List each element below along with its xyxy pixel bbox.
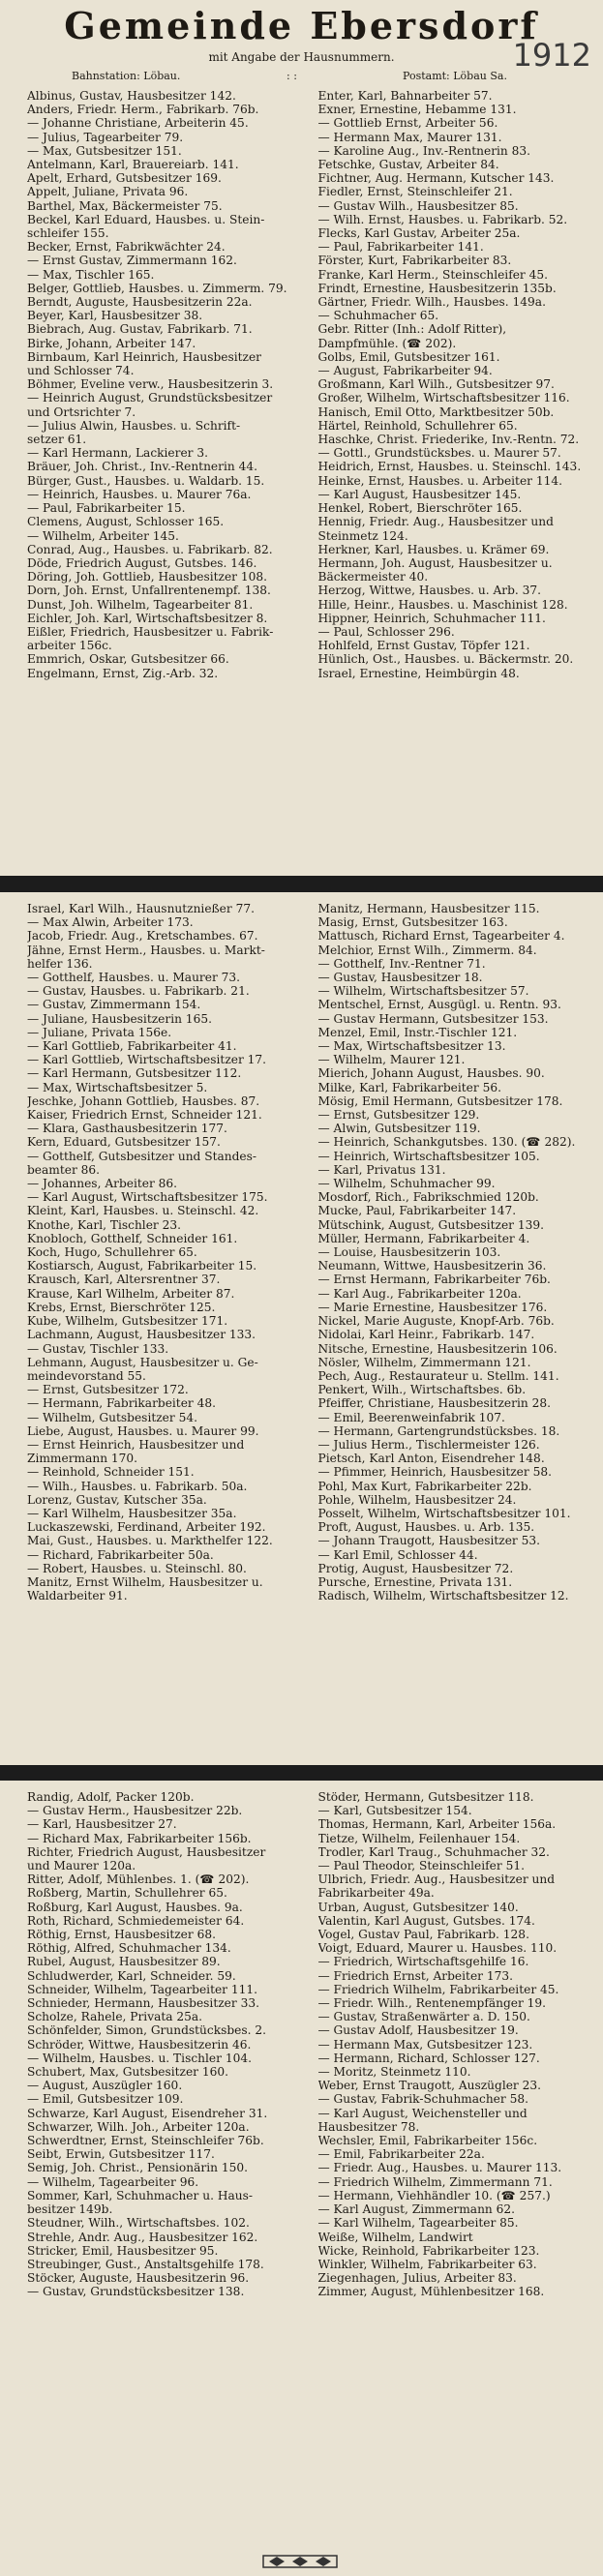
directory-entry: Mucke, Paul, Fabrikarbeiter 147.	[317, 1204, 517, 1218]
directory-entry: — Wilhelm, Gutsbesitzer 54.	[27, 1410, 197, 1424]
directory-entry: — Hermann Max, Gutsbesitzer 123.	[317, 2037, 533, 2052]
directory-entry: — Gustav, Straßenwärter a. D. 150.	[317, 2010, 530, 2024]
header-separator: : :	[286, 70, 297, 82]
directory-entry: Randig, Adolf, Packer 120b.	[27, 1790, 195, 1804]
right-column	[318, 902, 590, 1603]
directory-entry: — Emil, Fabrikarbeiter 22a.	[317, 2147, 485, 2162]
directory-entry: Manitz, Ernst Wilhelm, Hausbesitzer u.	[27, 1574, 263, 1589]
directory-entry: Posselt, Wilhelm, Wirtschaftsbesitzer 101.	[317, 1506, 571, 1520]
directory-entry: — Gustav, Grundstücksbesitzer 138.	[27, 2285, 245, 2299]
directory-entry: Rubel, August, Hausbesitzer 89.	[27, 1955, 221, 1969]
directory-entry: Zimmermann 170.	[27, 1452, 138, 1466]
directory-entry: — Moritz, Steinmetz 110.	[317, 2065, 471, 2080]
directory-entry: Bäckermeister 40.	[317, 570, 429, 584]
directory-entry: und Maurer 120a.	[27, 1859, 136, 1873]
directory-entry: Golbs, Emil, Gutsbesitzer 161.	[317, 349, 500, 364]
directory-entry: Nitsche, Ernestine, Hausbesitzerin 106.	[317, 1341, 558, 1356]
directory-entry: Jähne, Ernst Herm., Hausbes. u. Markt-	[27, 943, 265, 957]
directory-entry: Kostiarsch, August, Fabrikarbeiter 15.	[27, 1259, 257, 1273]
directory-entry: — Gustav, Fabrik-Schuhmacher 58.	[317, 2092, 528, 2107]
directory-entry: Trodler, Karl Traug., Schuhmacher 32.	[317, 1844, 550, 1859]
directory-entry: — Alwin, Gutsbesitzer 119.	[317, 1122, 481, 1136]
directory-entry: Kern, Eduard, Gutsbesitzer 157.	[27, 1135, 221, 1150]
directory-entry: Flecks, Karl Gustav, Arbeiter 25a.	[317, 226, 521, 241]
directory-entry: Valentin, Karl August, Gutsbes. 174.	[317, 1913, 535, 1928]
directory-entry: Schönfelder, Simon, Grundstücksbes. 2.	[27, 2023, 266, 2038]
directory-entry: Exner, Ernestine, Hebamme 131.	[317, 103, 517, 117]
year-label: 1912	[512, 37, 591, 74]
directory-entry: Masig, Ernst, Gutsbesitzer 163.	[317, 915, 508, 930]
directory-entry: — Gustav, Zimmermann 154.	[27, 998, 201, 1012]
directory-entry: Schwerdtner, Ernst, Steinschleifer 76b.	[27, 2134, 264, 2148]
directory-entry: Hennig, Friedr. Aug., Hausbesitzer und	[317, 515, 554, 529]
directory-entry: Schröder, Wittwe, Hausbesitzerin 46.	[27, 2037, 252, 2052]
directory-entry: setzer 61.	[27, 433, 87, 447]
directory-entry: — Karoline Aug., Inv.-Rentnerin 83.	[317, 143, 531, 158]
directory-entry: Mösig, Emil Hermann, Gutsbesitzer 178.	[317, 1093, 563, 1108]
directory-entry: Knothe, Karl, Tischler 23.	[27, 1217, 181, 1232]
directory-entry: Schubert, Max, Gutsbesitzer 160.	[27, 2065, 228, 2080]
directory-entry: — Wilhelm, Maurer 121.	[317, 1053, 466, 1067]
directory-entry: — Robert, Hausbes. u. Steinschl. 80.	[27, 1561, 247, 1575]
directory-entry: — Max, Gutsbesitzer 151.	[27, 143, 182, 158]
directory-entry: Birke, Johann, Arbeiter 147.	[27, 336, 196, 350]
directory-entry: — Hermann, Gartengrundstücksbes. 18.	[317, 1423, 560, 1438]
directory-entry: Hausbesitzer 78.	[317, 2119, 420, 2134]
directory-entry: beamter 86.	[27, 1162, 101, 1177]
directory-entry: Schludwerder, Karl, Schneider. 59.	[27, 1968, 236, 1983]
directory-entry: — Wilh. Ernst, Hausbes. u. Fabrikarb. 52.	[317, 212, 568, 226]
directory-entry: Koch, Hugo, Schullehrer 65.	[27, 1245, 197, 1260]
directory-entry: Vogel, Gustav Paul, Fabrikarb. 128.	[317, 1928, 529, 1942]
directory-entry: — Karl Gottlieb, Wirtschaftsbesitzer 17.	[27, 1053, 267, 1067]
directory-entry: — Karl Gottlieb, Fabrikarbeiter 41.	[27, 1039, 237, 1054]
page-title: Gemeinde Ebersdorf	[64, 4, 539, 47]
directory-entry: Eichler, Joh. Karl, Wirtschaftsbesitzer 8.	[27, 611, 268, 625]
directory-entry: Emmrich, Oskar, Gutsbesitzer 66.	[27, 652, 229, 667]
directory-entry: — Heinrich, Wirtschaftsbesitzer 105.	[317, 1149, 540, 1163]
directory-entry: — August, Fabrikarbeiter 94.	[317, 364, 493, 378]
directory-entry: — Paul, Fabrikarbeiter 141.	[317, 240, 484, 255]
directory-entry: Stöder, Hermann, Gutsbesitzer 118.	[317, 1790, 534, 1804]
directory-entry: — Gustav Adolf, Hausbesitzer 19.	[317, 2023, 519, 2038]
directory-entry: Bräuer, Joh. Christ., Inv.-Rentnerin 44.	[27, 460, 257, 474]
directory-entry: — Hermann, Fabrikarbeiter 48.	[27, 1396, 216, 1411]
directory-entry: — Reinhold, Schneider 151.	[27, 1465, 195, 1480]
directory-entry: Scholze, Rahele, Privata 25a.	[27, 2010, 203, 2024]
directory-entry: — Juliane, Privata 156e.	[27, 1025, 172, 1039]
directory-entry: — Wilhelm, Wirtschaftsbesitzer 57.	[317, 984, 529, 999]
directory-entry: — Emil, Beerenweinfabrik 107.	[317, 1410, 505, 1424]
directory-entry: Anders, Friedr. Herm., Fabrikarb. 76b.	[27, 103, 259, 117]
directory-entry: Tietze, Wilhelm, Feilenhauer 154.	[317, 1831, 521, 1845]
directory-entry: Becker, Ernst, Fabrikwächter 24.	[27, 240, 226, 255]
left-column	[27, 89, 299, 680]
directory-entry: Sommer, Karl, Schuhmacher u. Haus-	[27, 2188, 253, 2202]
directory-entry: Pech, Aug., Restaurateur u. Stellm. 141.	[317, 1368, 559, 1383]
directory-entry: — Max Alwin, Arbeiter 173.	[27, 915, 194, 930]
directory-entry: — Ernst Heinrich, Hausbesitzer und	[27, 1437, 245, 1452]
directory-entry: Zimmer, August, Mühlenbesitzer 168.	[317, 2285, 545, 2299]
directory-entry: Herkner, Karl, Hausbes. u. Krämer 69.	[317, 542, 550, 556]
directory-entry: — Johanne Christiane, Arbeiterin 45.	[27, 116, 249, 131]
directory-entry: — Wilhelm, Tagearbeiter 96.	[27, 2174, 199, 2189]
directory-entry: Albinus, Gustav, Hausbesitzer 142.	[27, 89, 236, 103]
directory-entry: — Gustav Herm., Hausbesitzer 22b.	[27, 1804, 243, 1818]
directory-entry: Berndt, Auguste, Hausbesitzerin 22a.	[27, 295, 253, 310]
directory-entry: — Gotthelf, Hausbes. u. Maurer 73.	[27, 971, 241, 985]
directory-entry: — Emil, Gutsbesitzer 109.	[27, 2092, 184, 2107]
directory-entry: — Max, Wirtschaftsbesitzer 5.	[27, 1080, 208, 1094]
directory-entry: — Richard, Fabrikarbeiter 50a.	[27, 1547, 214, 1562]
directory-entry: Protig, August, Hausbesitzer 72.	[317, 1561, 514, 1575]
directory-entry: — Karl, Hausbesitzer 27.	[27, 1817, 177, 1832]
directory-entry: — Karl Hermann, Gutsbesitzer 112.	[27, 1066, 242, 1081]
page-subtitle: mit Angabe der Hausnummern.	[208, 50, 395, 64]
directory-entry: Conrad, Aug., Hausbes. u. Fabrikarb. 82.	[27, 542, 273, 556]
directory-entry: Krause, Karl Wilhelm, Arbeiter 87.	[27, 1286, 235, 1301]
bahnstation-label: Bahnstation: Löbau.	[72, 70, 181, 82]
directory-entry: Wechsler, Emil, Fabrikarbeiter 156c.	[317, 2134, 538, 2148]
directory-entry: — Klara, Gasthausbesitzerin 177.	[27, 1122, 227, 1136]
directory-entry: Enter, Karl, Bahnarbeiter 57.	[317, 89, 493, 103]
left-column	[27, 902, 299, 1603]
directory-entry: Beckel, Karl Eduard, Hausbes. u. Stein-	[27, 212, 265, 226]
directory-entry: — Juliane, Hausbesitzerin 165.	[27, 1011, 212, 1026]
directory-entry: Roth, Richard, Schmiedemeister 64.	[27, 1913, 245, 1928]
directory-entry: Lorenz, Gustav, Kutscher 35a.	[27, 1492, 207, 1507]
directory-entry: Manitz, Hermann, Hausbesitzer 115.	[317, 902, 540, 915]
directory-entry: Franke, Karl Herm., Steinschleifer 45.	[317, 267, 549, 282]
directory-entry: — August, Auszügler 160.	[27, 2079, 183, 2093]
directory-entry: Proft, August, Hausbes. u. Arb. 135.	[317, 1520, 535, 1535]
directory-entry: — Max, Tischler 165.	[27, 267, 155, 282]
directory-entry: — Karl Emil, Schlosser 44.	[317, 1547, 478, 1562]
directory-entry: Seibt, Erwin, Gutsbesitzer 117.	[27, 2147, 215, 2162]
directory-entry: Beyer, Karl, Hausbesitzer 38.	[27, 309, 203, 323]
directory-entry: Schwarze, Karl August, Eisendreher 31.	[27, 2106, 268, 2120]
directory-entry: Böhmer, Eveline verw., Hausbesitzerin 3.	[27, 377, 274, 392]
directory-entry: Röthig, Alfred, Schuhmacher 134.	[27, 1941, 231, 1956]
directory-entry: Döring, Joh. Gottlieb, Hausbesitzer 108.	[27, 570, 268, 584]
directory-entry: Großmann, Karl Wilh., Gutsbesitzer 97.	[317, 377, 555, 392]
directory-entry: — Friedrich, Wirtschaftsgehilfe 16.	[317, 1955, 529, 1969]
entry-columns	[27, 902, 589, 1603]
directory-entry: Engelmann, Ernst, Zig.-Arb. 32.	[27, 666, 219, 680]
directory-entry: Weiße, Wilhelm, Landwirt	[317, 2230, 473, 2244]
directory-entry: Mai, Gust., Hausbes. u. Markthelfer 122.	[27, 1534, 273, 1548]
directory-entry: Fichtner, Aug. Hermann, Kutscher 143.	[317, 171, 555, 186]
directory-entry: Melchior, Ernst Wilh., Zimmerm. 84.	[317, 943, 537, 957]
directory-entry: Roßburg, Karl August, Hausbes. 9a.	[27, 1900, 243, 1914]
directory-entry: — Friedr. Wilh., Rentenempfänger 19.	[317, 1996, 547, 2011]
directory-entry: — Johann Traugott, Hausbesitzer 53.	[317, 1534, 541, 1548]
directory-entry: Dampfmühle. (☎ 202).	[317, 336, 457, 350]
directory-entry: — Karl August, Weichensteller und	[317, 2106, 528, 2120]
directory-entry: Hippner, Heinrich, Schuhmacher 111.	[317, 611, 546, 625]
directory-entry: Hohlfeld, Ernst Gustav, Töpfer 121.	[317, 639, 530, 653]
directory-page-2	[0, 892, 603, 1765]
directory-entry: Hermann, Joh. August, Hausbesitzer u.	[317, 555, 553, 570]
directory-entry: Lachmann, August, Hausbesitzer 133.	[27, 1328, 256, 1342]
ornament-icon	[261, 2553, 339, 2570]
directory-entry: — Julius Herm., Tischlermeister 126.	[317, 1437, 540, 1452]
directory-entry: Fiedler, Ernst, Steinschleifer 21.	[317, 185, 513, 199]
directory-entry: Nickel, Marie Auguste, Knopf-Arb. 76b.	[317, 1314, 555, 1329]
directory-entry: Waldarbeiter 91.	[27, 1589, 128, 1603]
directory-entry: und Ortsrichter 7.	[27, 404, 136, 419]
directory-entry: Ulbrich, Friedr. Aug., Hausbesitzer und	[317, 1872, 556, 1887]
directory-entry: — Gustav, Hausbes. u. Fabrikarb. 21.	[27, 984, 250, 999]
directory-entry: Stöcker, Auguste, Hausbesitzerin 96.	[27, 2271, 250, 2286]
directory-entry: Birnbaum, Karl Heinrich, Hausbesitzer	[27, 349, 261, 364]
directory-entry: Luckaszewski, Ferdinand, Arbeiter 192.	[27, 1520, 266, 1535]
directory-entry: Steinmetz 124.	[317, 528, 408, 543]
directory-entry: Semig, Joh. Christ., Pensionärin 150.	[27, 2161, 248, 2175]
directory-entry: Döde, Friedrich August, Gutsbes. 146.	[27, 555, 257, 570]
entry-columns	[27, 1790, 589, 2299]
directory-entry: arbeiter 156c.	[27, 639, 112, 653]
directory-entry: schleifer 155.	[27, 226, 109, 241]
directory-entry: — Gottl., Grundstücksbes. u. Maurer 57.	[317, 446, 561, 461]
directory-entry: Hünlich, Ost., Hausbes. u. Bäckermstr. 20.	[317, 652, 574, 667]
directory-entry: Herzog, Wittwe, Hausbes. u. Arb. 37.	[317, 584, 542, 598]
directory-entry: Apelt, Erhard, Gutsbesitzer 169.	[27, 171, 222, 186]
directory-entry: Wicke, Reinhold, Fabrikarbeiter 123.	[317, 2243, 540, 2258]
directory-entry: Israel, Ernestine, Heimbürgin 48.	[317, 666, 520, 680]
directory-entry: Pohl, Max Kurt, Fabrikarbeiter 22b.	[317, 1479, 532, 1493]
directory-entry: Frindt, Ernestine, Hausbesitzerin 135b.	[317, 281, 557, 295]
directory-entry: — Paul, Schlosser 296.	[317, 624, 455, 639]
directory-entry: Mütschink, August, Gutsbesitzer 139.	[317, 1217, 545, 1232]
directory-entry: — Max, Wirtschaftsbesitzer 13.	[317, 1039, 506, 1054]
right-column	[318, 89, 590, 680]
directory-entry: — Karl Wilhelm, Hausbesitzer 35a.	[27, 1506, 237, 1520]
directory-entry: Hanisch, Emil Otto, Marktbesitzer 50b.	[317, 404, 555, 419]
directory-entry: Schneider, Wilhelm, Tagearbeiter 111.	[27, 1982, 258, 1996]
directory-entry: — Marie Ernestine, Hausbesitzer 176.	[317, 1300, 548, 1314]
directory-entry: — Karl, Gutsbesitzer 154.	[317, 1804, 472, 1818]
left-column	[27, 1790, 299, 2299]
directory-entry: Barthel, Max, Bäckermeister 75.	[27, 198, 223, 213]
directory-entry: — Ernst Gustav, Zimmermann 162.	[27, 254, 237, 268]
directory-entry: Richter, Friedrich August, Hausbesitzer	[27, 1844, 266, 1859]
directory-entry: — Schuhmacher 65.	[317, 309, 439, 323]
directory-entry: — Heinrich, Hausbes. u. Maurer 76a.	[27, 487, 252, 501]
directory-entry: Appelt, Juliane, Privata 96.	[27, 185, 189, 199]
directory-entry: — Gustav, Hausbesitzer 18.	[317, 971, 483, 985]
directory-entry: Bürger, Gust., Hausbes. u. Waldarb. 15.	[27, 473, 265, 488]
directory-entry: Henkel, Robert, Bierschröter 165.	[317, 501, 523, 516]
directory-entry: Neumann, Wittwe, Hausbesitzerin 36.	[317, 1259, 547, 1273]
directory-entry: — Hermann, Viehhändler 10. (☎ 257.)	[317, 2188, 551, 2202]
directory-entry: Liebe, August, Hausbes. u. Maurer 99.	[27, 1423, 259, 1438]
directory-entry: Ritter, Adolf, Mühlenbes. 1. (☎ 202).	[27, 1872, 250, 1887]
directory-entry: Strehle, Andr. Aug., Hausbesitzer 162.	[27, 2230, 258, 2244]
directory-entry: — Paul, Fabrikarbeiter 15.	[27, 501, 186, 516]
directory-entry: Haschke, Christ. Friederike, Inv.-Rentn. 72.	[317, 433, 580, 447]
directory-entry: Mattusch, Richard Ernst, Tagearbeiter 4.	[317, 929, 565, 944]
directory-entry: Schnieder, Hermann, Hausbesitzer 33.	[27, 1996, 259, 2011]
directory-entry: Hille, Heinr., Hausbes. u. Maschinist 128.	[317, 597, 568, 612]
directory-entry: — Wilh., Hausbes. u. Fabrikarb. 50a.	[27, 1479, 248, 1493]
directory-entry: Steudner, Wilh., Wirtschaftsbes. 102.	[27, 2216, 250, 2231]
directory-entry: Krausch, Karl, Altersrentner 37.	[27, 1273, 221, 1287]
directory-entry: Milke, Karl, Fabrikarbeiter 56.	[317, 1080, 501, 1094]
directory-entry: Fetschke, Gustav, Arbeiter 84.	[317, 158, 499, 172]
directory-entry: — Wilhelm, Hausbes. u. Tischler 104.	[27, 2051, 252, 2065]
directory-entry: Härtel, Reinhold, Schullehrer 65.	[317, 418, 518, 433]
directory-entry: Antelmann, Karl, Brauereiarb. 141.	[27, 158, 239, 172]
right-column	[318, 1790, 590, 2299]
directory-entry: Penkert, Wilh., Wirtschaftsbes. 6b.	[317, 1383, 527, 1397]
directory-entry: Pfeiffer, Christiane, Hausbesitzerin 28.	[317, 1396, 551, 1411]
directory-entry: — Karl Hermann, Lackierer 3.	[27, 446, 209, 461]
directory-entry: Radisch, Wilhelm, Wirtschaftsbesitzer 12.	[317, 1589, 569, 1603]
directory-entry: — Richard Max, Fabrikarbeiter 156b.	[27, 1831, 252, 1845]
directory-entry: — Gustav Hermann, Gutsbesitzer 153.	[317, 1011, 549, 1026]
entry-columns	[27, 89, 589, 680]
directory-entry: — Wilhelm, Arbeiter 145.	[27, 528, 179, 543]
directory-page-3	[0, 1781, 603, 2576]
directory-entry: — Gottlieb Ernst, Arbeiter 56.	[317, 116, 498, 131]
directory-entry: — Gustav Wilh., Hausbesitzer 85.	[317, 198, 519, 213]
directory-entry: Ziegenhagen, Julius, Arbeiter 83.	[317, 2271, 517, 2286]
directory-entry: Heinke, Ernst, Hausbes. u. Arbeiter 114.	[317, 473, 563, 488]
directory-entry: — Johannes, Arbeiter 86.	[27, 1177, 178, 1191]
directory-entry: Belger, Gottlieb, Hausbes. u. Zimmerm. 79.	[27, 281, 287, 295]
directory-entry: — Friedrich Wilhelm, Zimmermann 71.	[317, 2174, 553, 2189]
directory-entry: Knobloch, Gotthelf, Schneider 161.	[27, 1231, 238, 1245]
directory-entry: — Gotthelf, Gutsbesitzer und Standes-	[27, 1149, 256, 1163]
directory-entry: Röthig, Ernst, Hausbesitzer 68.	[27, 1928, 216, 1942]
directory-entry: Streubinger, Gust., Anstaltsgehilfe 178.	[27, 2257, 264, 2271]
directory-entry: besitzer 149b.	[27, 2202, 113, 2217]
directory-entry: Israel, Karl Wilh., Hausnutznießer 77.	[27, 902, 255, 915]
directory-entry: Winkler, Wilhelm, Fabrikarbeiter 63.	[317, 2257, 537, 2271]
directory-entry: — Pfimmer, Heinrich, Hausbesitzer 58.	[317, 1465, 552, 1480]
directory-entry: Eißler, Friedrich, Hausbesitzer u. Fabrik-	[27, 624, 274, 639]
directory-entry: — Heinrich August, Grundstücksbesitzer	[27, 391, 273, 405]
directory-entry: Förster, Kurt, Fabrikarbeiter 83.	[317, 254, 512, 268]
directory-entry: — Julius Alwin, Hausbes. u. Schrift-	[27, 418, 241, 433]
directory-entry: Mentschel, Ernst, Ausgügl. u. Rentn. 93.	[317, 998, 561, 1012]
directory-entry: — Ernst Hermann, Fabrikarbeiter 76b.	[317, 1273, 551, 1287]
directory-entry: — Friedrich Ernst, Arbeiter 173.	[317, 1968, 513, 1983]
directory-entry: Kube, Wilhelm, Gutsbesitzer 171.	[27, 1314, 228, 1329]
directory-entry: Großer, Wilhelm, Wirtschaftsbesitzer 116.	[317, 391, 570, 405]
directory-entry: — Karl, Privatus 131.	[317, 1162, 446, 1177]
directory-entry: — Friedr. Aug., Hausbes. u. Maurer 113.	[317, 2161, 562, 2175]
page-header	[0, 0, 603, 85]
directory-entry: Lehmann, August, Hausbesitzer u. Ge-	[27, 1355, 258, 1369]
directory-entry: Menzel, Emil, Instr.-Tischler 121.	[317, 1025, 518, 1039]
directory-entry: Pietsch, Karl Anton, Eisendreher 148.	[317, 1452, 545, 1466]
directory-entry: Biebrach, Aug. Gustav, Fabrikarb. 71.	[27, 322, 253, 337]
directory-entry: Clemens, August, Schlosser 165.	[27, 515, 225, 529]
directory-entry: Fabrikarbeiter 49a.	[317, 1886, 435, 1901]
directory-entry: Nidolai, Karl Heinr., Fabrikarb. 147.	[317, 1328, 535, 1342]
directory-entry: Krebs, Ernst, Bierschröter 125.	[27, 1300, 216, 1314]
directory-entry: Gärtner, Friedr. Wilh., Hausbes. 149a.	[317, 295, 546, 310]
directory-entry: Kleint, Karl, Hausbes. u. Steinschl. 42.	[27, 1204, 259, 1218]
directory-entry: — Heinrich, Schankgutsbes. 130. (☎ 282).	[317, 1135, 576, 1150]
directory-entry: Pursche, Ernestine, Privata 131.	[317, 1574, 513, 1589]
directory-entry: Mierich, Johann August, Hausbes. 90.	[317, 1066, 545, 1081]
directory-entry: Stricker, Emil, Hausbesitzer 95.	[27, 2243, 219, 2258]
directory-entry: Dorn, Joh. Ernst, Unfallrentenempf. 138.	[27, 584, 271, 598]
directory-entry: — Gustav, Tischler 133.	[27, 1341, 169, 1356]
directory-entry: — Paul Theodor, Steinschleifer 51.	[317, 1859, 525, 1873]
postamt-label: Postamt: Löbau Sa.	[403, 70, 507, 82]
directory-entry: — Ernst, Gutsbesitzer 129.	[317, 1108, 480, 1123]
directory-entry: Roßberg, Martin, Schullehrer 65.	[27, 1886, 227, 1901]
directory-entry: Nösler, Wilhelm, Zimmermann 121.	[317, 1355, 531, 1369]
directory-entry: Pohle, Wilhelm, Hausbesitzer 24.	[317, 1492, 517, 1507]
directory-entry: Schwarzer, Wilh. Joh., Arbeiter 120a.	[27, 2119, 250, 2134]
directory-entry: Urban, August, Gutsbesitzer 140.	[317, 1900, 519, 1914]
directory-entry: — Hermann, Richard, Schlosser 127.	[317, 2051, 540, 2065]
directory-entry: Thomas, Hermann, Karl, Arbeiter 156a.	[317, 1817, 557, 1832]
directory-entry: — Julius, Tagearbeiter 79.	[27, 130, 184, 144]
directory-entry: — Karl Aug., Fabrikarbeiter 120a.	[317, 1286, 522, 1301]
directory-entry: — Karl August, Hausbesitzer 145.	[317, 487, 522, 501]
directory-entry: — Ernst, Gutsbesitzer 172.	[27, 1383, 189, 1397]
directory-entry: — Wilhelm, Schuhmacher 99.	[317, 1177, 496, 1191]
directory-entry: und Schlosser 74.	[27, 364, 135, 378]
directory-entry: Müller, Hermann, Fabrikarbeiter 4.	[317, 1231, 530, 1245]
directory-entry: — Karl Wilhelm, Tagearbeiter 85.	[317, 2216, 519, 2231]
directory-entry: helfer 136.	[27, 956, 93, 971]
directory-entry: Jacob, Friedr. Aug., Kretschambes. 67.	[27, 929, 258, 944]
directory-entry: — Friedrich Wilhelm, Fabrikarbeiter 45.	[317, 1982, 559, 1996]
directory-entry: Jeschke, Johann Gottlieb, Hausbes. 87.	[27, 1093, 260, 1108]
directory-entry: — Hermann Max, Maurer 131.	[317, 130, 502, 144]
directory-entry: — Gotthelf, Inv.-Rentner 71.	[317, 956, 486, 971]
directory-page-1	[0, 0, 603, 876]
directory-entry: Mosdorf, Rich., Fabrikschmied 120b.	[317, 1190, 539, 1205]
directory-entry: meindevorstand 55.	[27, 1368, 146, 1383]
directory-entry: — Louise, Hausbesitzerin 103.	[317, 1245, 501, 1260]
directory-entry: Kaiser, Friedrich Ernst, Schneider 121.	[27, 1108, 262, 1123]
directory-entry: Gebr. Ritter (Inh.: Adolf Ritter),	[317, 322, 507, 337]
directory-entry: — Karl August, Wirtschaftsbesitzer 175.	[27, 1190, 268, 1205]
directory-entry: Voigt, Eduard, Maurer u. Hausbes. 110.	[317, 1941, 558, 1956]
directory-entry: Weber, Ernst Traugott, Auszügler 23.	[317, 2079, 542, 2093]
directory-entry: — Karl August, Zimmermann 62.	[317, 2202, 516, 2217]
directory-entry: Dunst, Joh. Wilhelm, Tagearbeiter 81.	[27, 597, 254, 612]
directory-entry: Heidrich, Ernst, Hausbes. u. Steinschl. 143.	[317, 460, 582, 474]
